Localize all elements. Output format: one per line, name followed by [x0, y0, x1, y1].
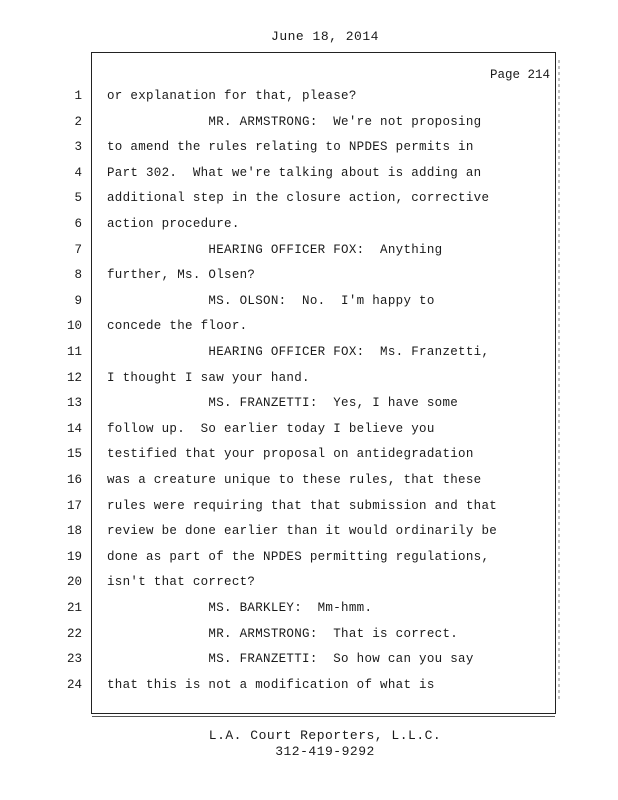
- line-number: 2: [74, 115, 82, 129]
- transcript-line: Part 302. What we're talking about is adding an: [107, 166, 482, 180]
- line-number: 8: [74, 268, 82, 282]
- line-number: 9: [74, 294, 82, 308]
- page-number: Page 214: [489, 68, 550, 82]
- line-number: 22: [66, 627, 82, 641]
- transcript-line: MS. BARKLEY: Mm-hmm.: [107, 601, 373, 615]
- line-number: 10: [66, 319, 82, 333]
- transcript-line: further, Ms. Olsen?: [107, 268, 256, 282]
- line-number: 15: [66, 447, 82, 461]
- transcript-line: MR. ARMSTRONG: That is correct.: [107, 627, 459, 641]
- line-number: 18: [66, 524, 82, 538]
- line-number: 19: [66, 550, 82, 564]
- line-number: 23: [66, 652, 82, 666]
- transcript-line: HEARING OFFICER FOX: Anything: [107, 243, 443, 257]
- line-number: 17: [66, 499, 82, 513]
- transcript-line: that this is not a modification of what is: [107, 678, 435, 692]
- line-number: 5: [74, 191, 82, 205]
- transcript-line: additional step in the closure action, corrective: [107, 191, 490, 205]
- line-number: 13: [66, 396, 82, 410]
- transcript-line: MR. ARMSTRONG: We're not proposing: [107, 115, 482, 129]
- binding-edge-marks: [558, 60, 560, 700]
- transcript-line: rules were requiring that that submission and that: [107, 499, 498, 513]
- transcript-line: was a creature unique to these rules, that these: [107, 473, 482, 487]
- transcript-line: follow up. So earlier today I believe you: [107, 422, 435, 436]
- line-number: 12: [66, 371, 82, 385]
- transcript-line: MS. FRANZETTI: So how can you say: [107, 652, 474, 666]
- transcript-line: done as part of the NPDES permitting regulations,: [107, 550, 490, 564]
- line-number: 20: [66, 575, 82, 589]
- transcript-line: isn't that correct?: [107, 575, 256, 589]
- line-number: 16: [66, 473, 82, 487]
- transcript-line: concede the floor.: [107, 319, 248, 333]
- line-number: 6: [74, 217, 82, 231]
- line-number: 3: [74, 140, 82, 154]
- transcript-line: I thought I saw your hand.: [107, 371, 310, 385]
- transcript-line: review be done earlier than it would ordinarily be: [107, 524, 498, 538]
- line-number: 21: [66, 601, 82, 615]
- line-number: 4: [74, 166, 82, 180]
- footer-phone: 312-419-9292: [275, 744, 375, 759]
- line-number: 7: [74, 243, 82, 257]
- header-date: June 18, 2014: [271, 29, 379, 44]
- line-number: 14: [66, 422, 82, 436]
- footer-company: L.A. Court Reporters, L.L.C.: [208, 728, 442, 743]
- transcript-line: MS. OLSON: No. I'm happy to: [107, 294, 435, 308]
- line-number: 1: [74, 89, 82, 103]
- transcript-line: testified that your proposal on antidegradation: [107, 447, 474, 461]
- transcript-line: to amend the rules relating to NPDES permits in: [107, 140, 474, 154]
- line-number: 11: [66, 345, 82, 359]
- line-number: 24: [66, 678, 82, 692]
- transcript-line: HEARING OFFICER FOX: Ms. Franzetti,: [107, 345, 490, 359]
- transcript-line: or explanation for that, please?: [107, 89, 357, 103]
- transcript-line: MS. FRANZETTI: Yes, I have some: [107, 396, 459, 410]
- transcript-line: action procedure.: [107, 217, 240, 231]
